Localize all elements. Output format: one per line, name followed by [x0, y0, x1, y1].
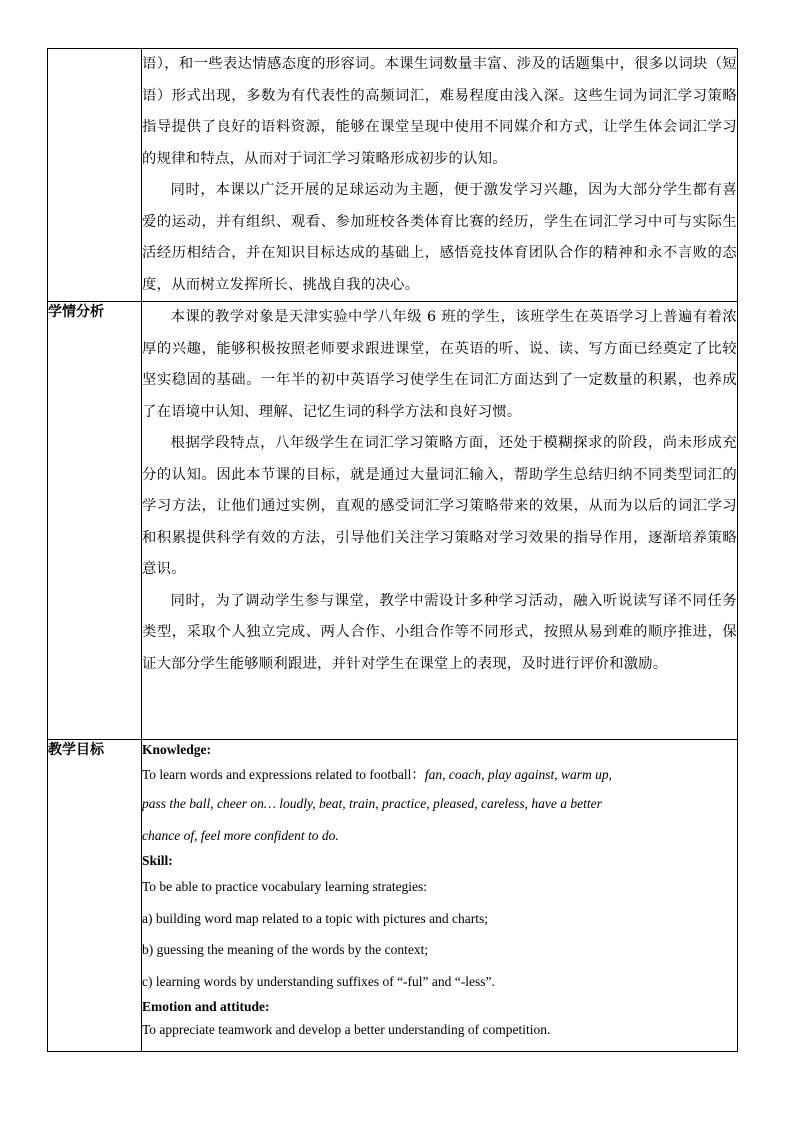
paragraph: 语），和一些表达情感态度的形容词。本课生词数量丰富、涉及的话题集中，很多以词块（短语）形式出现，多数为有代表性的高频词汇，难易程度由浅入深。这些生词为词汇学习策略指导提供了良好的语料资源，能够在课堂呈现中使用不同媒介和方式，让学生体会词汇学习的规律和特点，从而对于词汇学习策略形成初步的认知。 [142, 56, 737, 167]
teaching-objectives-cell [142, 740, 738, 1052]
student-analysis-cell [142, 302, 738, 740]
textbook-analysis-cell [142, 49, 738, 302]
paragraph: 同时，本课以广泛开展的足球运动为主题，便于激发学习兴趣，因为大部分学生都有喜爱的运动，并有组织、观看、参加班校各类体育比赛的经历，学生在词汇学习中可与实际生活经历相结合，并在知识目标达成的基础上，感悟竞技体育团队合作的精神和永不言败的态度，从而树立发挥所长、挑战自我的决心。 [142, 182, 737, 293]
row-label-student-analysis: 学情分析 [48, 302, 142, 740]
emotion-heading: Emotion and attitude: [142, 999, 270, 1014]
skill-item: a) building word map related to a topic with pictures and charts; [142, 910, 489, 926]
table-row [48, 740, 738, 1052]
skill-heading: Skill: [142, 853, 173, 868]
paragraph: 本课的教学对象是天津实验中学八年级 6 班的学生，该班学生在英语学习上普遍有着浓厚的兴趣，能够积极按照老师要求跟进课堂，在英语的听、说、读、写方面已经奠定了比较坚实稳固的基础。一年半的初中英语学习使学生在词汇方面达到了一定数量的积累，也养成了在语境中认知、理解、记忆生词的科学方法和良好习惯。 [142, 309, 737, 420]
skill-item: c) learning words by understanding suffixes of “-ful” and “-less”. [142, 973, 495, 989]
table-row [48, 49, 738, 302]
knowledge-vocab-line: chance of, feel more confident to do. [142, 827, 339, 843]
row-label-empty [48, 49, 142, 302]
paragraph: 同时，为了调动学生参与课堂，教学中需设计多种学习活动，融入听说读写译不同任务类型，采取个人独立完成、两人合作、小组合作等不同形式，按照从易到难的顺序推进，保证大部分学生能够顺利跟进，并针对学生在课堂上的表现，及时进行评价和激励。 [142, 592, 737, 672]
emotion-text: To appreciate teamwork and develop a better understanding of competition. [142, 1022, 551, 1037]
row-label-teaching-objectives: 教学目标 [48, 740, 142, 1052]
skill-intro: To be able to practice vocabulary learning strategies: [142, 879, 428, 894]
skill-item: b) guessing the meaning of the words by the context; [142, 942, 429, 957]
knowledge-line [142, 762, 737, 788]
table-row [48, 302, 738, 740]
knowledge-vocab-line: pass the ball, cheer on… loudly, beat, train, practice, pleased, careless, have a better [142, 796, 602, 811]
knowledge-intro: To learn words and expressions related to football： [142, 767, 425, 782]
knowledge-heading: Knowledge: [142, 742, 211, 757]
knowledge-vocab: fan, coach, play against, warm up, [424, 767, 612, 782]
paragraph: 根据学段特点，八年级学生在词汇学习策略方面，还处于模糊探求的阶段，尚未形成充分的认知。因此本节课的目标，就是通过大量词汇输入，帮助学生总结归纳不同类型词汇的学习方法，让他们通过实例，直观的感受词汇学习策略带来的效果，从而为以后的词汇学习和积累提供科学有效的方法，引导他们关注学习策略对学习效果的指导作用，逐渐培养策略意识。 [142, 435, 737, 577]
lesson-plan-table [47, 48, 738, 1052]
